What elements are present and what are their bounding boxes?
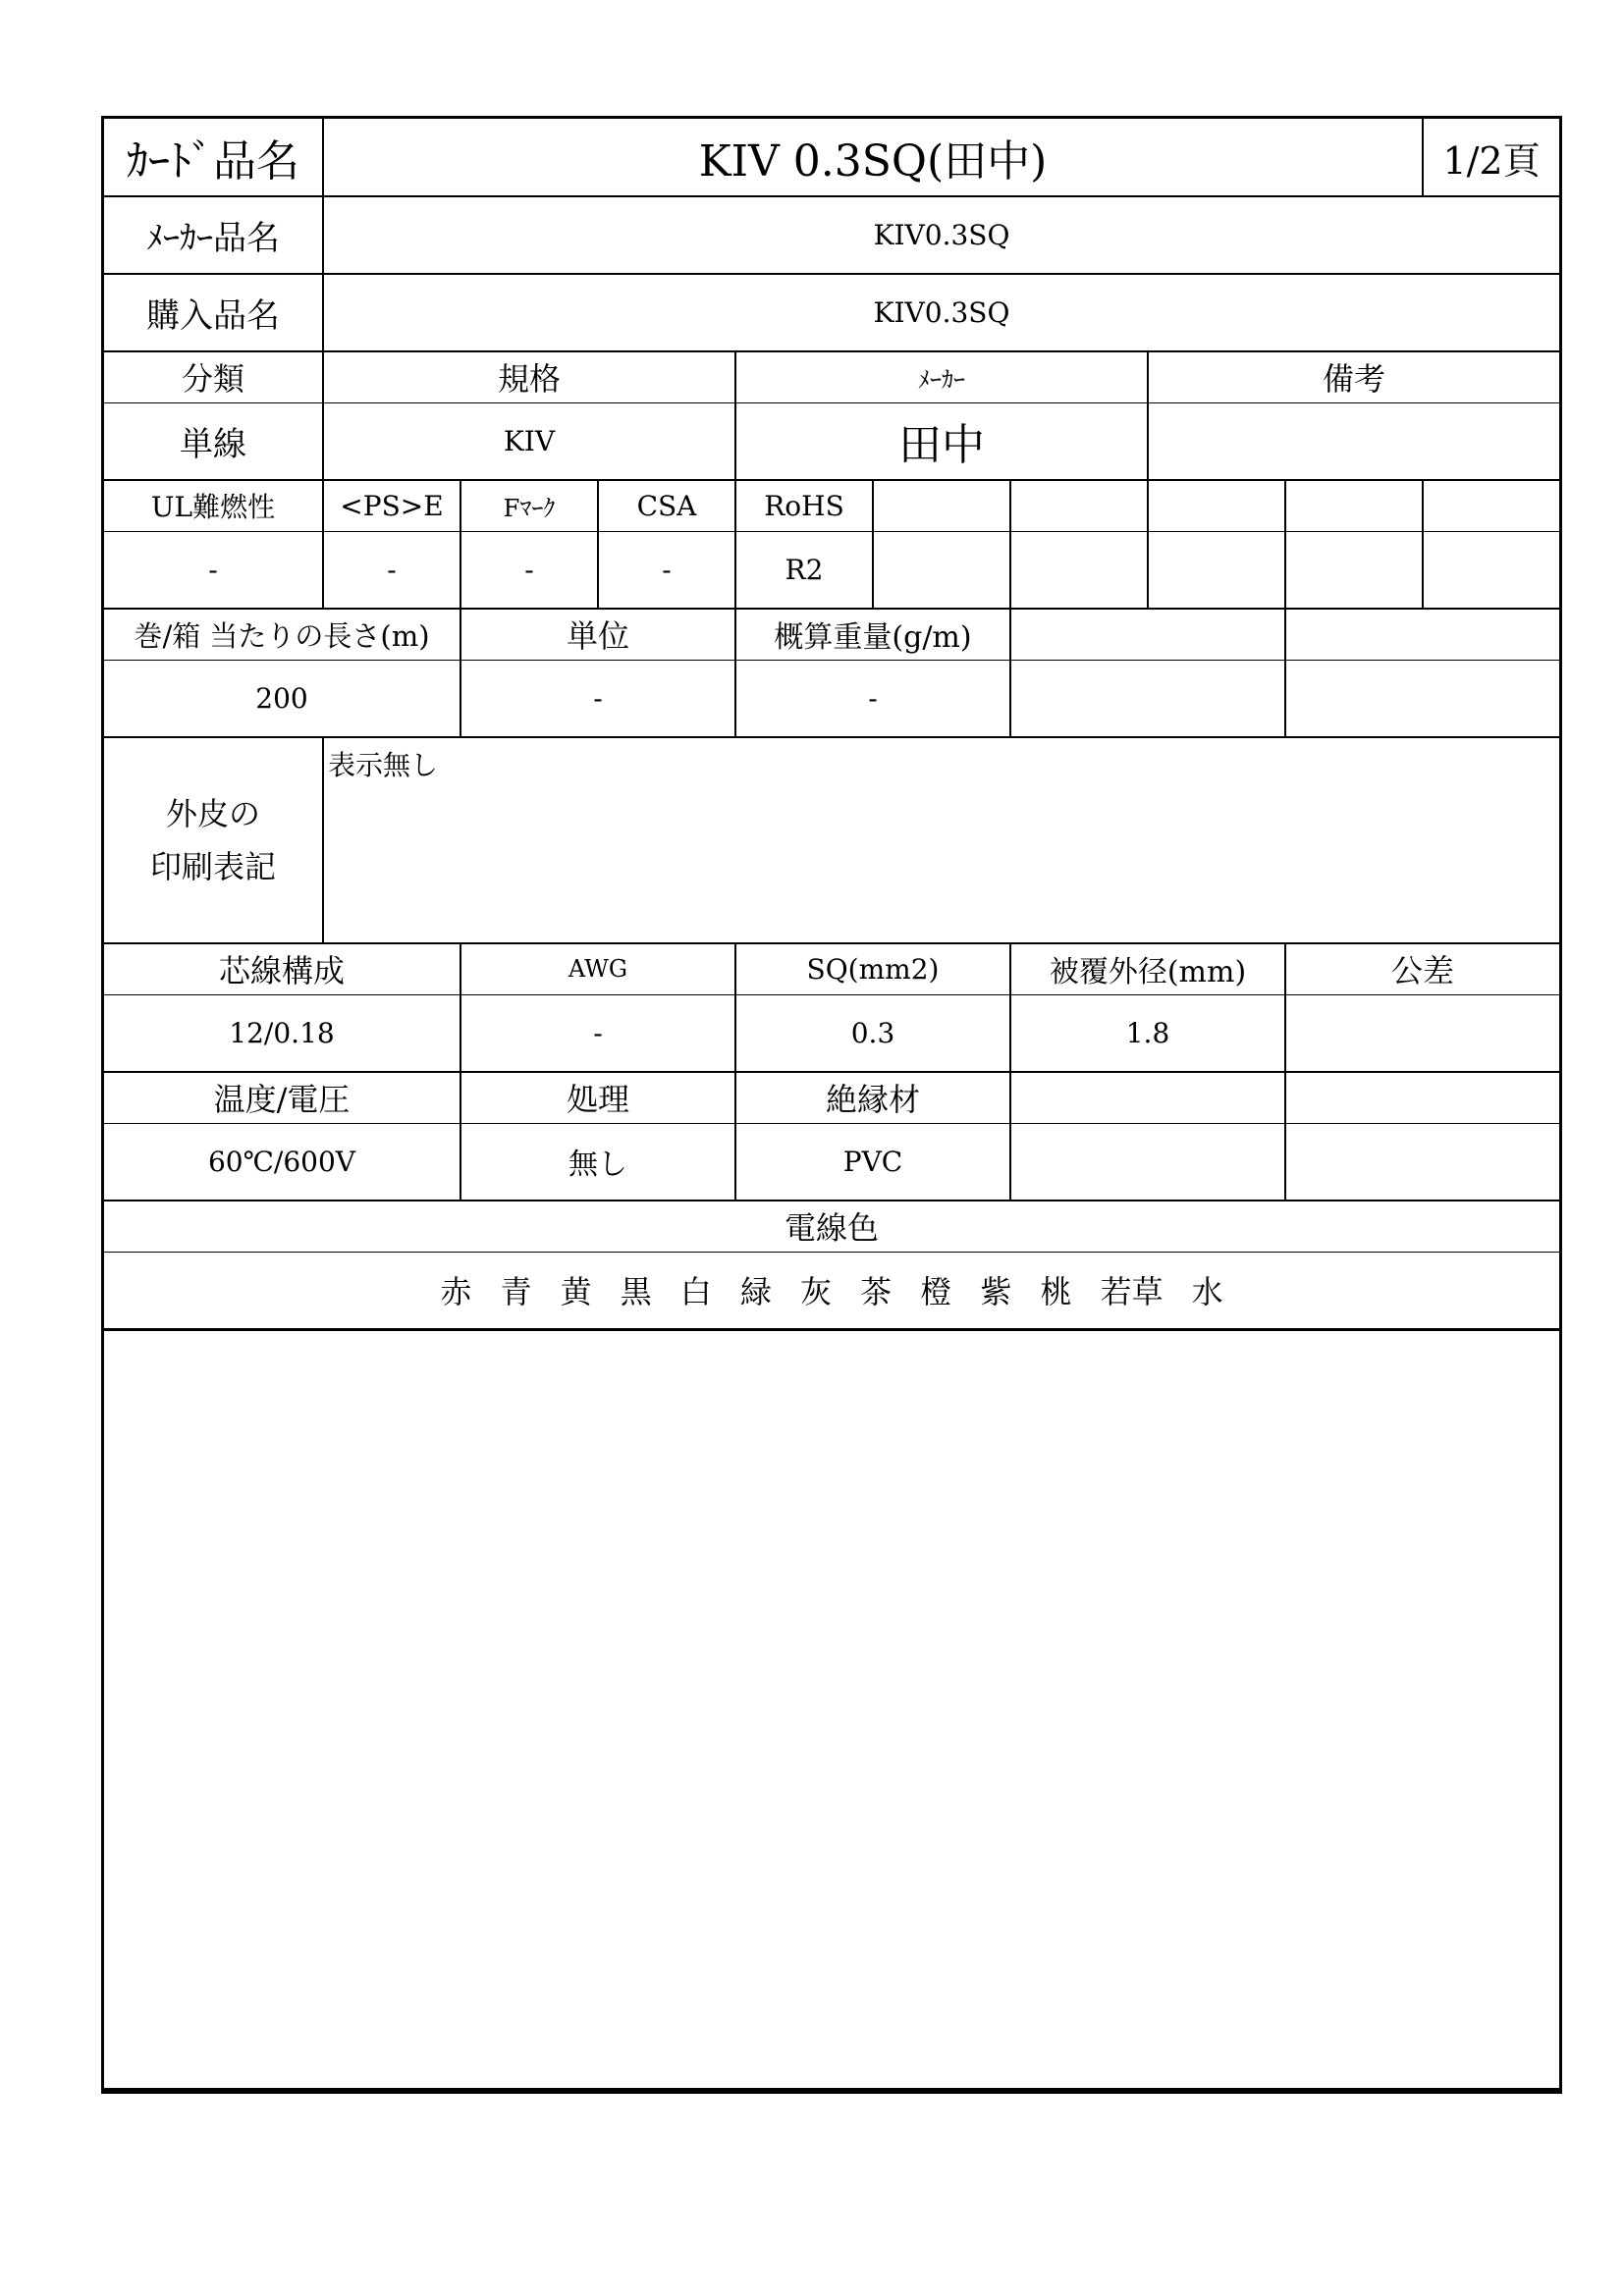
classification-header: 分類 xyxy=(104,351,323,402)
f-mark-value: - xyxy=(460,531,598,609)
wire-color-item: 水 xyxy=(1191,1273,1223,1310)
awg-header: AWG xyxy=(460,943,735,994)
sq-header: SQ(mm2) xyxy=(735,943,1010,994)
wire-color-item: 青 xyxy=(500,1273,532,1310)
print-marking-label-line1: 外皮の xyxy=(165,795,260,832)
wire-color-item: 紫 xyxy=(980,1273,1012,1310)
length-per-roll-value: 200 xyxy=(104,660,460,737)
length-value-blank-2 xyxy=(1285,660,1559,737)
tolerance-header: 公差 xyxy=(1285,943,1559,994)
card-name-label: ｶｰﾄﾞ品名 xyxy=(104,119,323,196)
approx-weight-value: - xyxy=(735,660,1010,737)
cert-header-blank-5 xyxy=(1423,480,1559,531)
ul-flame-header: UL難燃性 xyxy=(104,480,323,531)
wire-color-item: 赤 xyxy=(440,1273,472,1310)
wire-color-item: 灰 xyxy=(800,1273,833,1310)
wire-color-item: 白 xyxy=(679,1273,712,1310)
spec-card xyxy=(101,116,1562,2091)
unit-value: - xyxy=(460,660,735,737)
length-value-blank-1 xyxy=(1010,660,1285,737)
card-name-value: KIV 0.3SQ(田中) xyxy=(323,119,1423,196)
temp-voltage-value: 60℃/600V xyxy=(104,1123,460,1201)
print-marking-label xyxy=(104,737,323,943)
wire-color-item: 桃 xyxy=(1040,1273,1072,1310)
temp-header-blank-2 xyxy=(1285,1072,1559,1123)
print-marking-label-line2: 印刷表記 xyxy=(149,848,276,885)
wire-color-list xyxy=(104,1252,1559,1329)
bottom-double-rule xyxy=(101,2091,1562,2094)
ul-flame-value: - xyxy=(104,531,323,609)
classification-value: 単線 xyxy=(104,402,323,480)
core-construction-header: 芯線構成 xyxy=(104,943,460,994)
wire-color-item: 茶 xyxy=(860,1273,893,1310)
remarks-value xyxy=(1148,402,1559,480)
insulation-value: PVC xyxy=(735,1123,1010,1201)
cert-header-blank-4 xyxy=(1285,480,1423,531)
standard-header: 規格 xyxy=(323,351,735,402)
remarks-header: 備考 xyxy=(1148,351,1559,402)
cert-value-blank-5 xyxy=(1423,531,1559,609)
cert-header-blank-1 xyxy=(873,480,1010,531)
rohs-value: R2 xyxy=(735,531,873,609)
purchase-name-label: 購入品名 xyxy=(104,274,323,351)
pse-value: - xyxy=(323,531,460,609)
tolerance-value xyxy=(1285,994,1559,1072)
sq-value: 0.3 xyxy=(735,994,1010,1072)
cert-value-blank-3 xyxy=(1148,531,1285,609)
approx-weight-header: 概算重量(g/m) xyxy=(735,609,1010,660)
wire-color-item: 緑 xyxy=(739,1273,772,1310)
treatment-value: 無し xyxy=(460,1123,735,1201)
cert-value-blank-4 xyxy=(1285,531,1423,609)
csa-header: CSA xyxy=(598,480,735,531)
cert-header-blank-3 xyxy=(1148,480,1285,531)
wire-color-item: 橙 xyxy=(920,1273,952,1310)
purchase-name-value: KIV0.3SQ xyxy=(323,274,1559,351)
pse-header: <PS>E xyxy=(323,480,460,531)
wire-color-item: 若草 xyxy=(1100,1273,1164,1310)
temp-voltage-header: 温度/電圧 xyxy=(104,1072,460,1123)
wire-color-item: 黄 xyxy=(560,1273,592,1310)
maker-value: 田中 xyxy=(735,402,1148,480)
maker-name-label: ﾒｰｶｰ品名 xyxy=(104,196,323,274)
core-construction-value: 12/0.18 xyxy=(104,994,460,1072)
outer-diameter-header: 被覆外径(mm) xyxy=(1010,943,1285,994)
length-per-roll-header: 巻/箱 当たりの長さ(m) xyxy=(104,609,460,660)
f-mark-header: Fﾏｰｸ xyxy=(460,480,598,531)
outer-diameter-value: 1.8 xyxy=(1010,994,1285,1072)
standard-value: KIV xyxy=(323,402,735,480)
wire-color-item: 黒 xyxy=(620,1273,652,1310)
cert-header-blank-2 xyxy=(1010,480,1148,531)
temp-value-blank-1 xyxy=(1010,1123,1285,1201)
length-header-blank-1 xyxy=(1010,609,1285,660)
temp-header-blank-1 xyxy=(1010,1072,1285,1123)
spec-table xyxy=(104,119,1559,2075)
length-header-blank-2 xyxy=(1285,609,1559,660)
temp-value-blank-2 xyxy=(1285,1123,1559,1201)
unit-header: 単位 xyxy=(460,609,735,660)
wire-color-header: 電線色 xyxy=(104,1201,1559,1252)
insulation-header: 絶縁材 xyxy=(735,1072,1010,1123)
notes-area xyxy=(104,1329,1559,2075)
csa-value: - xyxy=(598,531,735,609)
print-marking-value: 表示無し xyxy=(323,737,1559,943)
cert-value-blank-2 xyxy=(1010,531,1148,609)
awg-value: - xyxy=(460,994,735,1072)
maker-header: ﾒｰｶｰ xyxy=(735,351,1148,402)
cert-value-blank-1 xyxy=(873,531,1010,609)
maker-name-value: KIV0.3SQ xyxy=(323,196,1559,274)
page-number: 1/2頁 xyxy=(1423,119,1559,196)
treatment-header: 処理 xyxy=(460,1072,735,1123)
rohs-header: RoHS xyxy=(735,480,873,531)
